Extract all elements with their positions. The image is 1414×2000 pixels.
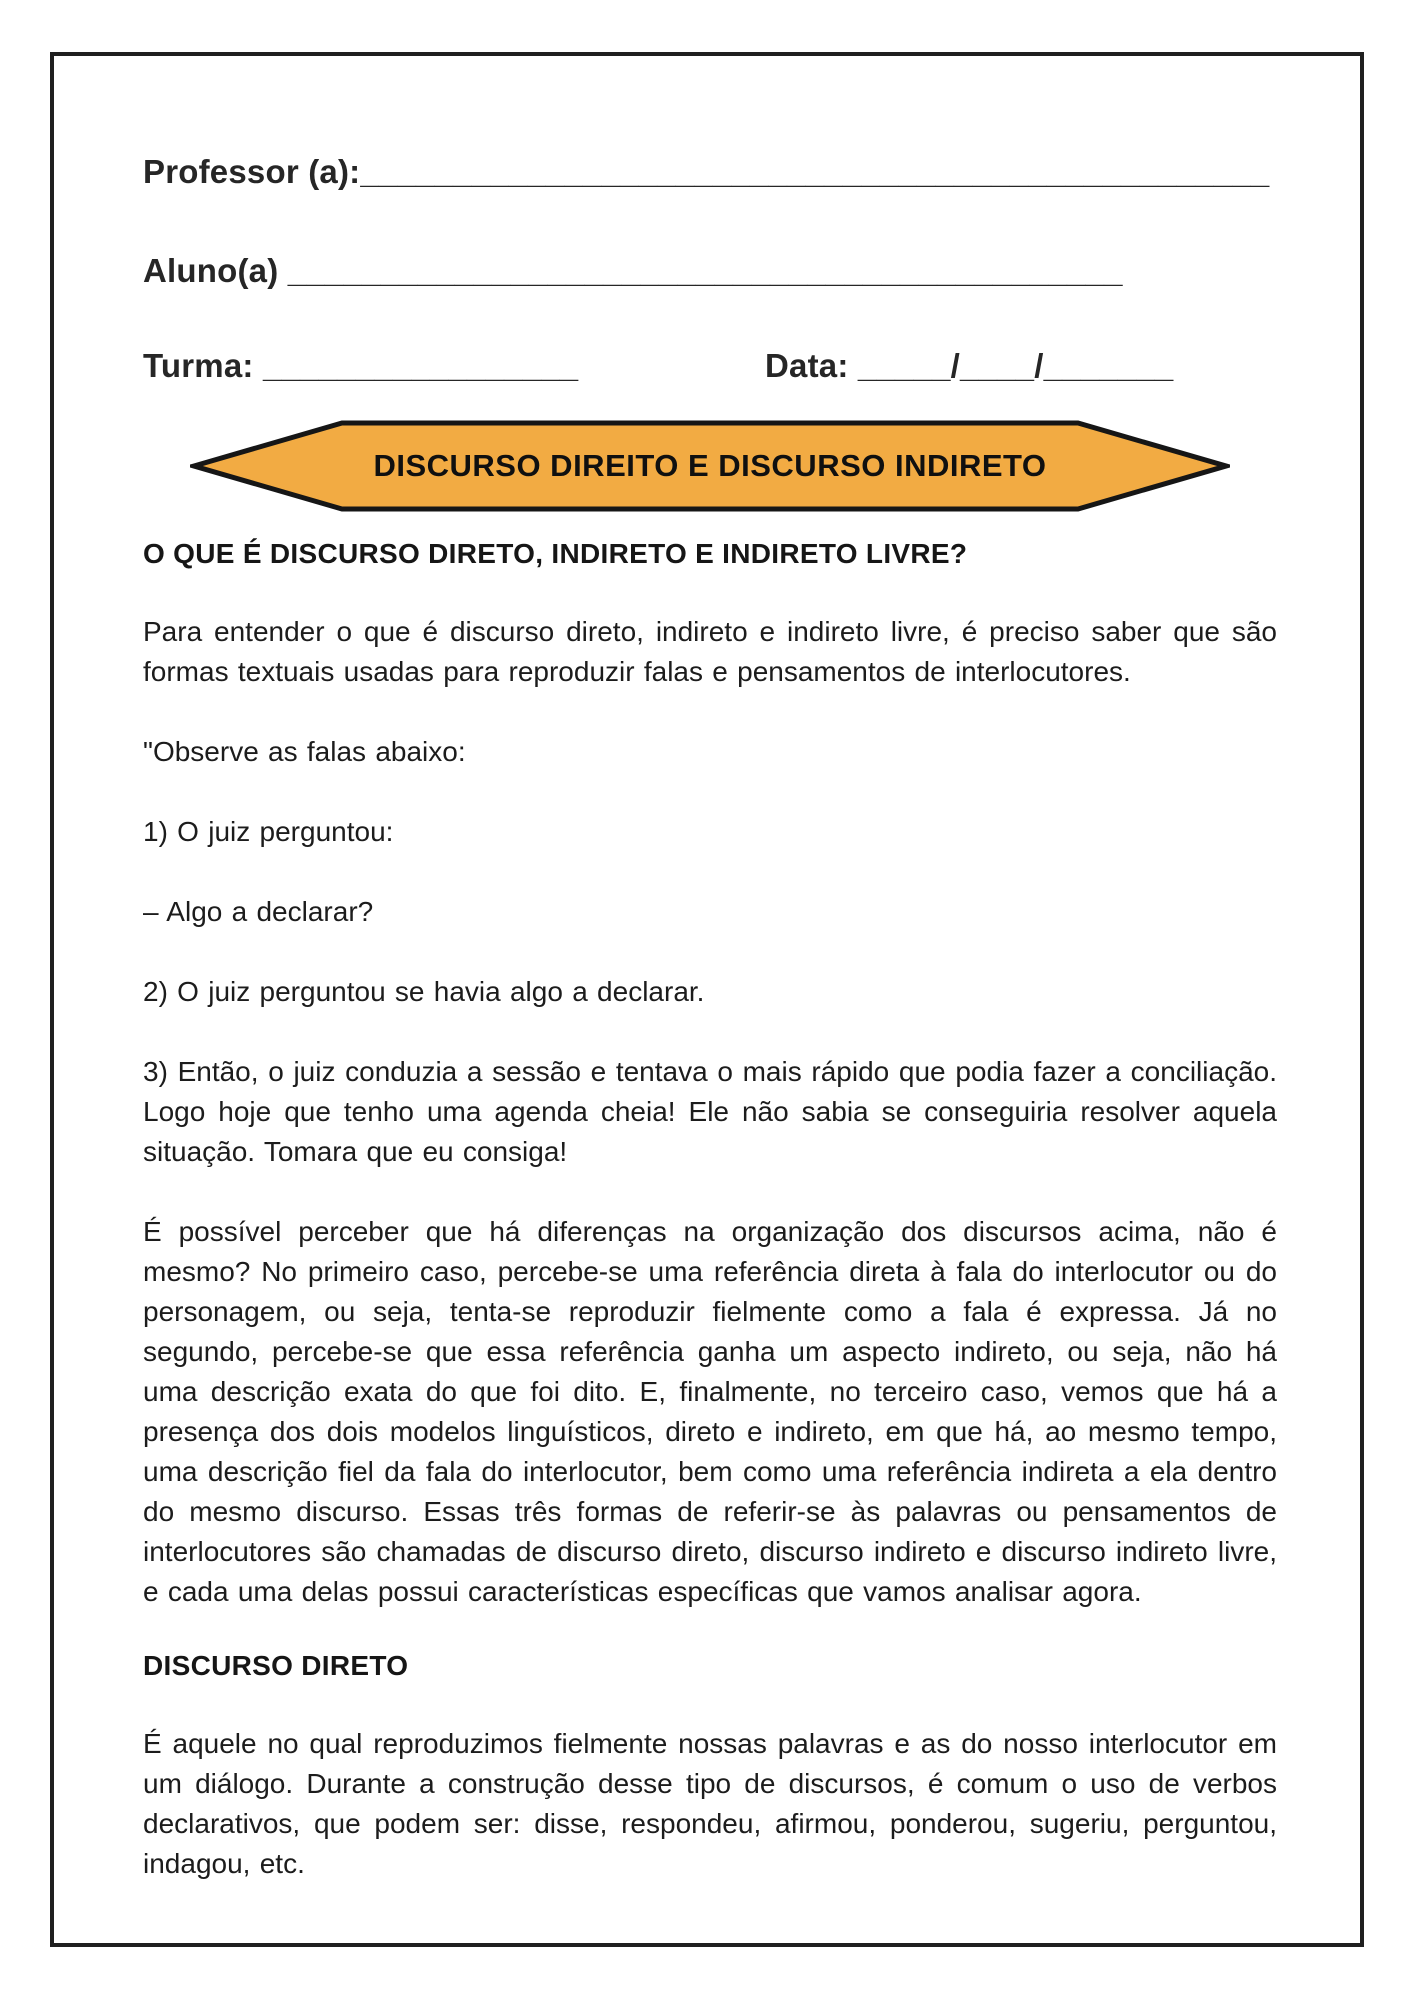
intro-paragraph: Para entender o que é discurso direto, indireto e indireto livre, é preciso saber que são formas textuais usadas para reproduzir falas e pensamentos de interlocutores. <box>143 616 1277 687</box>
aluno-fill-in-line: Aluno(a) _____________________________________________ <box>143 252 1123 289</box>
banner-title: DISCURSO DIREITO E DISCURSO INDIRETO <box>373 448 1047 483</box>
observe-line: "Observe as falas abaixo: <box>143 736 466 767</box>
direct-speech-heading: DISCURSO DIRETO <box>143 1650 409 1681</box>
example-item-2: 2) O juiz perguntou se havia algo a declarar. <box>143 976 705 1007</box>
professor-fill-in-line: Professor (a):_________________________________________________ <box>143 153 1270 190</box>
example-item-1: 1) O juiz perguntou: <box>143 816 394 847</box>
direct-speech-paragraph: É aquele no qual reproduzimos fielmente nossas palavras e as do nosso interlocutor em um diálogo. Durante a construção desse tipo de discursos, é comum o uso de verbos declarativos, que podem ser: disse, respondeu, afirmou, ponderou, sugeriu, perguntou, indagou, etc. <box>143 1728 1277 1879</box>
data-fill-in-line: Data: _____/____/_______ <box>765 347 1174 384</box>
title-banner <box>190 418 1230 514</box>
page-content <box>54 56 1360 1943</box>
turma-data-row <box>143 346 1277 386</box>
example-item-3: 3) Então, o juiz conduzia a sessão e tentava o mais rápido que podia fazer a conciliação. Logo hoje que tenho uma agenda cheia! Ele não sabia se conseguiria resolver aquela situação. Tomara que eu consiga! <box>143 1056 1277 1167</box>
question-heading: O QUE É DISCURSO DIRETO, INDIRETO E INDIRETO LIVRE? <box>143 538 968 569</box>
page-border-frame <box>50 52 1364 1947</box>
example-item-dialogue: – Algo a declarar? <box>143 896 374 927</box>
turma-fill-in-line: Turma: _________________ <box>143 347 579 384</box>
analysis-paragraph: É possível perceber que há diferenças na organização dos discursos acima, não é mesmo? No primeiro caso, percebe-se uma referência direta à fala do interlocutor ou do personagem, ou seja, tenta-se reproduzir fielmente como a fala é expressa. Já no segundo, percebe-se que essa referência ganha um aspecto indireto, ou seja, não há uma descrição exata do que foi dito. E, finalmente, no terceiro caso, vemos que há a presença dos dois modelos linguísticos, direto e indireto, em que há, ao mesmo tempo, uma descrição fiel da fala do interlocutor, bem como uma referência indireta a ela dentro do mesmo discurso. Essas três formas de referir-se às palavras ou pensamentos de interlocutores são chamadas de discurso direto, discurso indireto e discurso indireto livre, e cada uma delas possui características específicas que vamos analisar agora. <box>143 1216 1277 1607</box>
